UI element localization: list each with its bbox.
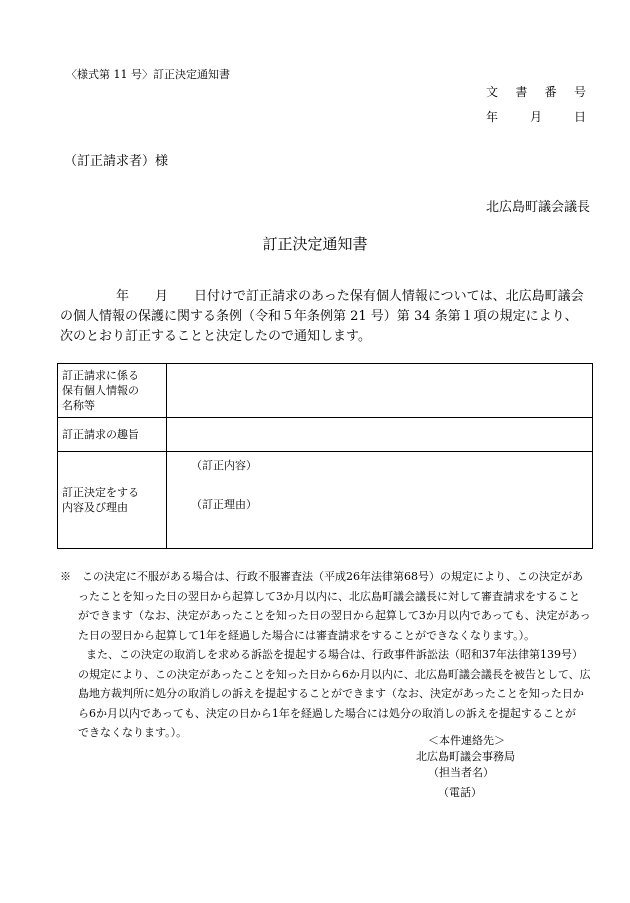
note-line: の規定により、この決定があったことを知った日から6か月以内に、北広島町議会議長を被告として、広 <box>78 667 591 681</box>
addressee: （訂正請求者）様 <box>64 154 169 169</box>
note-line: 島地方裁判所に処分の取消しの訴えを提起することができます（なお、決定があったことを知った日か <box>78 687 584 700</box>
date-label: 年 月 日 <box>486 110 586 124</box>
note-line: ら6か月以内であっても、決定の日から1年を経過した場合には処分の取消しの訴えを提起することが <box>78 706 576 720</box>
note-line: ったことを知った日の翌日から起算して3か月以内に、北広島町議会議長に対して審査請求をすること <box>78 589 580 603</box>
note-line: できなくなります。）。 <box>78 726 188 739</box>
request-purpose-value <box>167 418 593 452</box>
appeal-notes <box>60 567 600 743</box>
personal-info-name-label: 訂正請求に係る 保有個人情報の 名称等 <box>58 364 167 418</box>
table-row <box>58 452 593 549</box>
contact-phone: （電話） <box>438 786 482 799</box>
correction-content-label: （訂正内容） <box>191 459 257 472</box>
note-line: また、この決定の取消しを求める訴訟を提起する場合は、行政事件訴訟法（昭和37年法律第139号） <box>86 648 583 661</box>
document-number-label: 文 書 番 号 <box>486 85 586 99</box>
body-text <box>60 287 600 347</box>
correction-reason-label: （訂正理由） <box>191 498 257 511</box>
body-line-3: 次のとおり訂正することと決定したので通知します。 <box>60 329 371 344</box>
sender: 北広島町議会議長 <box>486 200 591 215</box>
body-line-1: 年 月 日付けで訂正請求のあった保有個人情報については、北広島町議会 <box>116 289 584 304</box>
contact-person: （担当者名） <box>428 766 494 779</box>
note-line: た日の翌日から起算して1年を経過した場合には審査請求をすることができなくなります。）。 <box>78 628 536 642</box>
form-number: 〈様式第 11 号〉訂正決定通知書 <box>66 68 230 81</box>
note-line: ※ この決定に不服がある場合は、行政不服審査法（平成26年法律第68号）の規定により、この決定があ <box>60 570 583 583</box>
information-table <box>57 363 593 549</box>
contact-heading: ＜本件連絡先＞ <box>428 734 505 747</box>
decision-content-label: 訂正決定をする 内容及び理由 <box>58 452 167 549</box>
table-row <box>58 418 593 452</box>
body-line-2: の個人情報の保護に関する条例（令和５年条例第 21 号）第 34 条第１項の規定により、 <box>60 309 578 324</box>
document-title: 訂正決定通知書 <box>262 235 368 253</box>
contact-info <box>416 733 515 801</box>
personal-info-name-value <box>167 364 593 418</box>
decision-content-value <box>167 452 593 549</box>
table-row <box>58 364 593 418</box>
note-line: ができます（なお、決定があったことを知った日の翌日から起算して3か月以内であっても、決定があっ <box>78 609 591 622</box>
contact-office: 北広島町議会事務局 <box>416 750 515 763</box>
document-meta <box>486 80 586 130</box>
request-purpose-label: 訂正請求の趣旨 <box>58 418 167 452</box>
